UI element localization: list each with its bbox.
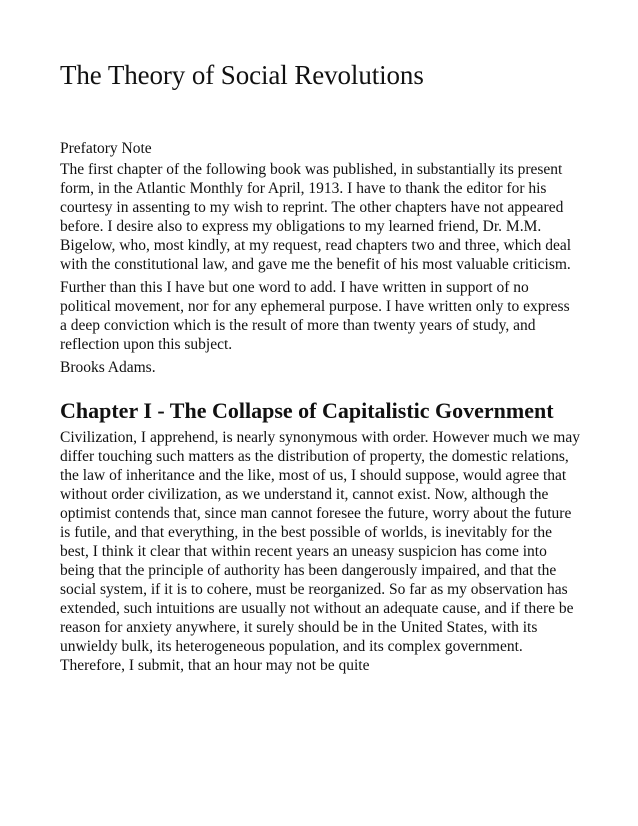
chapter-section: [60, 397, 580, 675]
prefatory-note-heading: Prefatory Note: [60, 140, 152, 157]
prefatory-note-paragraph-1: The first chapter of the following book was published, in substantially its present form, in the Atlantic Monthly for April, 1913. I have to thank the editor for his courtesy in assenting to my wish to reprint. The other chapters have not appeared before. I desire also to express my obligations to my learned friend, Dr. M.M. Bigelow, who, most kindly, at my request, read chapters two and three, which deal with the constitutional law, and gave me the benefit of his most valuable criticism.: [60, 161, 572, 273]
prefatory-note-paragraph-2: Further than this I have but one word to add. I have written in support of no political movement, nor for any ephemeral purpose. I have written only to express a deep conviction which is the result of more than twenty years of study, and reflection upon this subject.: [60, 279, 570, 353]
chapter-heading: Chapter I - The Collapse of Capitalistic Government: [60, 398, 554, 423]
chapter-paragraph: Civilization, I apprehend, is nearly synonymous with order. However much we may differ touching such matters as the distribution of property, the domestic relations, the law of inheritance and the like, most of us, I should suppose, would agree that without order civilization, as we understand it, cannot exist. Now, although the optimist contends that, since man cannot foresee the future, worry about the future is futile, and that everything, in the best possible of worlds, is inevitably for the best, I think it clear that within recent years an uneasy suspicion has come into being that the principle of authority has been dangerously impaired, and that the social system, if it is to cohere, must be reorganized. So far as my observation has extended, such intuitions are usually not without an adequate cause, and if there be reason for anxiety anywhere, it surely should be in the United States, with its unwieldy bulk, its heterogeneous population, and its complex government. Therefore, I submit, that an hour may not be quite: [60, 429, 580, 674]
document-title: The Theory of Social Revolutions: [60, 60, 424, 90]
document-page: [60, 58, 580, 679]
author-signature: Brooks Adams.: [60, 359, 156, 376]
prefatory-note-section: [60, 139, 580, 377]
